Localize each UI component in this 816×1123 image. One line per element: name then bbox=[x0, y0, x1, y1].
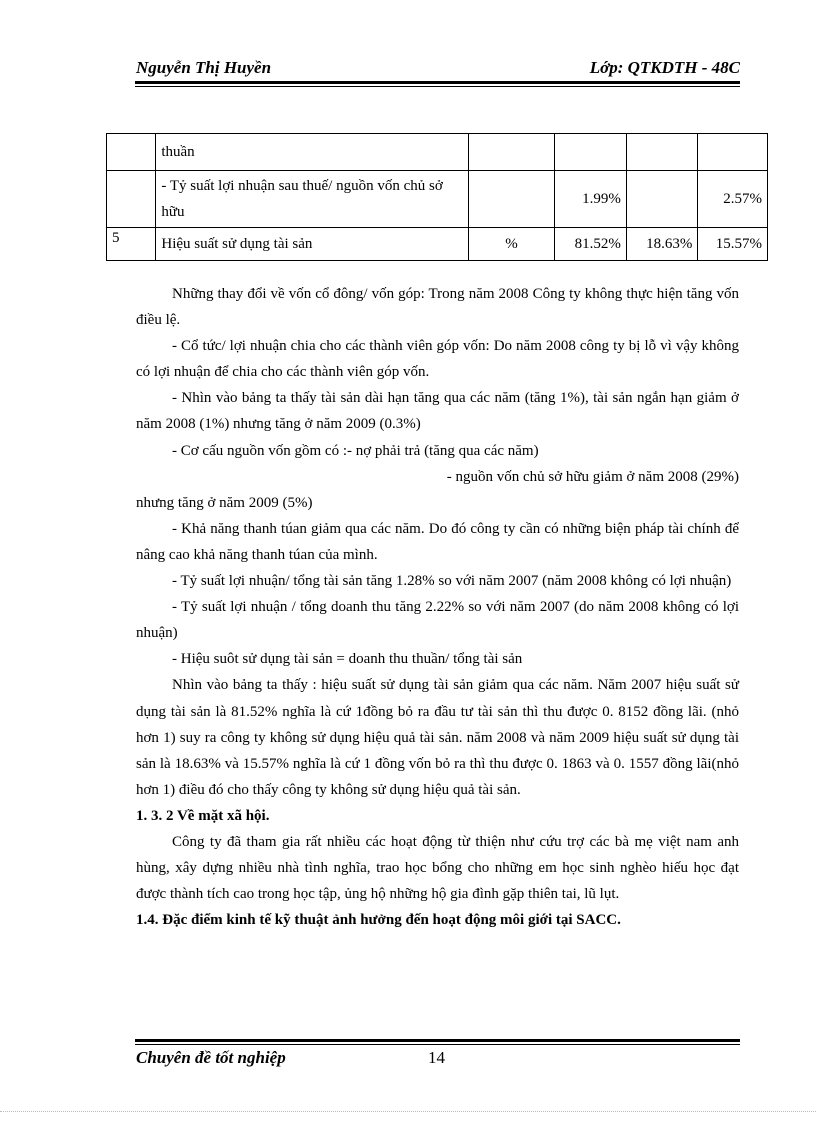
paragraph-dividends: - Cổ tức/ lợi nhuận chia cho các thành viên góp vốn: Do năm 2008 công ty bị lỗ vì vậy không có lợi nhuận để chia cho các thành viên góp vốn. bbox=[136, 338, 739, 381]
body-text bbox=[136, 281, 739, 933]
paragraph-ros: - Tỷ suất lợi nhuận / tổng doanh thu tăng 2.22% so với năm 2007 (do năm 2008 không có lợi nhuận) bbox=[136, 599, 739, 642]
header-rule-thin bbox=[135, 86, 740, 87]
table-row bbox=[107, 228, 768, 261]
cell-indicator: - Tỷ suất lợi nhuận sau thuế/ nguồn vốn chủ sở hữu bbox=[156, 171, 468, 228]
paragraph-assets: - Nhìn vào bảng ta thấy tài sản dài hạn tăng qua các năm (tăng 1%), tài sản ngắn hạn giảm ở năm 2008 (1%) nhưng tăng ở năm 2009 (0.3%) bbox=[136, 390, 739, 433]
paragraph-asset-turnover-formula: - Hiệu suôt sử dụng tài sản = doanh thu thuần/ tổng tài sản bbox=[172, 651, 523, 668]
cell-unit bbox=[468, 171, 555, 228]
cell-indicator: Hiệu suất sử dụng tài sản bbox=[156, 228, 468, 261]
header-class: Lớp: QTKDTH - 48C bbox=[589, 58, 740, 77]
cell-value-2009 bbox=[698, 134, 768, 171]
cell-value-2007: 81.52% bbox=[555, 228, 627, 261]
cell-value-2008 bbox=[626, 134, 698, 171]
cell-value-2007: 1.99% bbox=[555, 171, 627, 228]
header-rule bbox=[135, 81, 740, 84]
table-row bbox=[107, 134, 768, 171]
paragraph-capital-changes: Những thay đổi về vốn cổ đông/ vốn góp: Trong năm 2008 Công ty không thực hiện tăng vốn điều lệ. bbox=[136, 286, 739, 329]
paragraph-equity-cont: nhưng tăng ở năm 2009 (5%) bbox=[136, 494, 313, 511]
cell-no bbox=[107, 134, 156, 171]
cell-value-2008 bbox=[626, 171, 698, 228]
paragraph-equity: - nguồn vốn chủ sở hữu giảm ở năm 2008 (29%) bbox=[446, 468, 739, 485]
footer-title: Chuyên đề tốt nghiệp bbox=[136, 1048, 286, 1067]
paragraph-roa: - Tỷ suất lợi nhuận/ tổng tài sản tăng 1.28% so với năm 2007 (năm 2008 không có lợi nhuận) bbox=[172, 573, 732, 590]
page-number: 14 bbox=[428, 1048, 445, 1067]
cell-unit bbox=[468, 134, 555, 171]
cell-value-2009: 15.57% bbox=[698, 228, 768, 261]
section-heading-technical: 1.4. Đặc điểm kinh tế kỹ thuật ảnh hưởng đến hoạt động môi giới tại SACC. bbox=[136, 912, 621, 929]
header-author: Nguyễn Thị Huyền bbox=[136, 58, 272, 77]
paragraph-social: Công ty đã tham gia rất nhiều các hoạt động từ thiện như cứu trợ các bà mẹ việt nam anh hùng, xây dựng nhiều nhà tình nghĩa, trao học bổng cho những em học sinh nghèo hiếu học đạt được thành tích cao trong học tập, ủng hộ những hộ gia đình gặp thiên tai, lũ lụt. bbox=[136, 833, 739, 903]
cell-unit: % bbox=[468, 228, 555, 261]
page-bottom-divider bbox=[0, 1111, 816, 1112]
financial-ratio-table bbox=[106, 133, 768, 261]
cell-value-2009: 2.57% bbox=[698, 171, 768, 228]
paragraph-asset-turnover-analysis: Nhìn vào bảng ta thấy : hiệu suất sử dụng tài sản giảm qua các năm. Năm 2007 hiệu suất sử dụng tài sản là 81.52% nghĩa là cứ 1đồng bỏ ra đầu tư tài sản thì thu được 0. 8152 đồng lãi. (nhỏ hơn 1) suy ra công ty không sử dụng hiệu quả tài sản. năm 2008 và năm 2009 hiệu suất sử dụng tài sản là 18.63% và 15.57% nghĩa là cứ 1 đồng vốn bỏ ra thì thu được 0. 1863 và 0. 1557 đồng lãi(nhỏ hơn 1) điều đó cho thấy công ty không sử dụng hiệu quả tài sản. bbox=[136, 677, 739, 798]
paragraph-liquidity: - Khả năng thanh túan giảm qua các năm. Do đó công ty cần có những biện pháp tài chính để nâng cao khả năng thanh túan của mình. bbox=[136, 520, 739, 563]
table-row bbox=[107, 171, 768, 228]
footer-rule-thin bbox=[135, 1044, 740, 1045]
cell-value-2007 bbox=[555, 134, 627, 171]
cell-no bbox=[107, 171, 156, 228]
footer-rule bbox=[135, 1039, 740, 1042]
cell-indicator: thuần bbox=[156, 134, 468, 171]
cell-no: 5 bbox=[107, 228, 156, 261]
paragraph-capital-structure: - Cơ cấu nguồn vốn gồm có :- nợ phải trả (tăng qua các năm) bbox=[172, 442, 539, 459]
cell-value-2008: 18.63% bbox=[626, 228, 698, 261]
section-heading-social: 1. 3. 2 Về mặt xã hội. bbox=[136, 807, 270, 824]
